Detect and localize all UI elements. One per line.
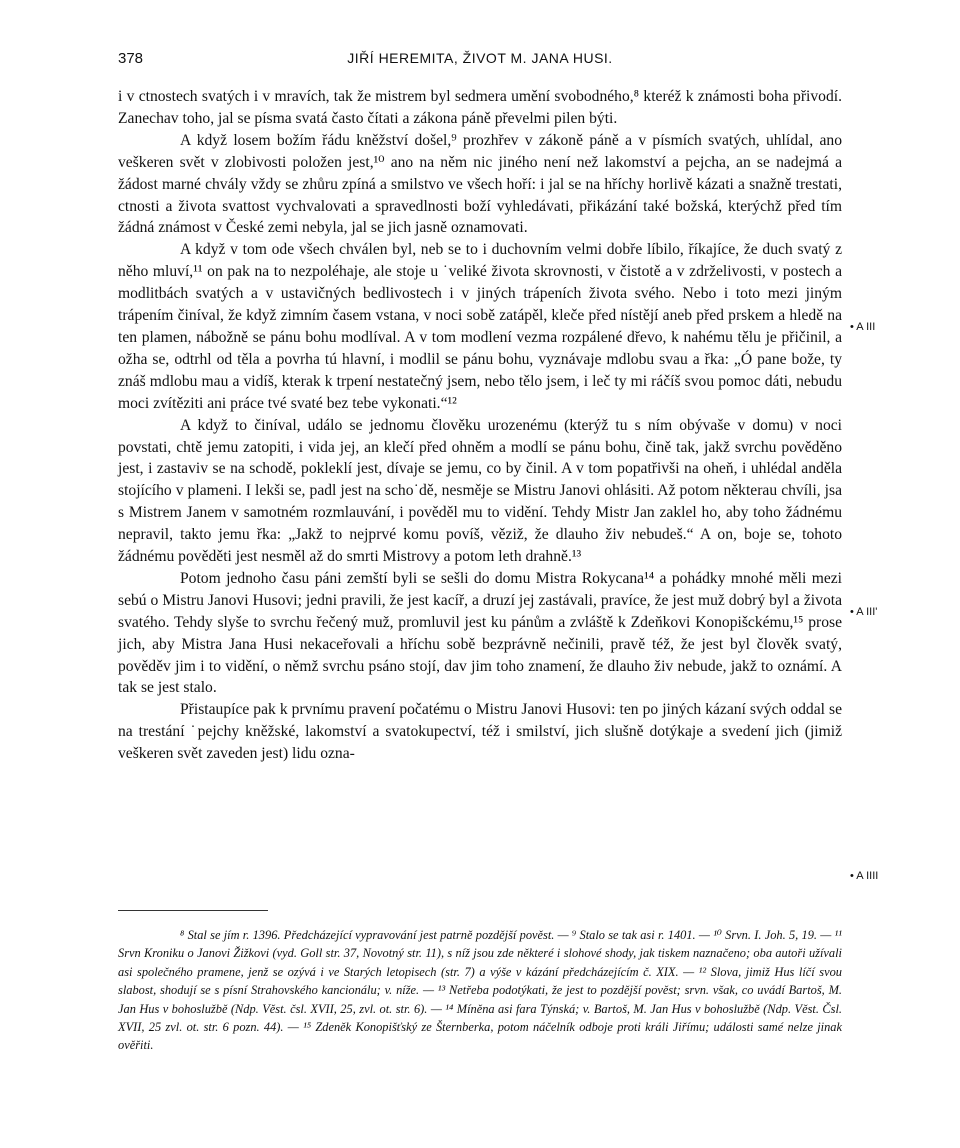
page-number: 378: [118, 50, 144, 67]
footnote-rule: [118, 910, 268, 911]
paragraph: i v ctnostech svatých i v mravích, tak že mistrem byl sedmera umění svobodného,⁸ kteréž k známosti boha přivodí. Zanechav toho, jal se písma svatá často čítati a zákona páně převelmi pilen býti.: [118, 88, 842, 127]
footnote-text: ⁸ Stal se jím r. 1396. Předcházející vypravování jest patrně pozdější pověst. — ⁹ Stalo se tak asi r. 1401. — ¹⁰ Srvn. I. Joh. 5, 19. — ¹¹ Srvn Kroniku o Janovi Žižkovi (vyd. Goll str. 37, Novotný str. 11), s níž jsou zde některé i slohové shody, jak tiskem naznačeno; oba autoři užívali asi společného pramene, jenž se ozývá i ve Starých letopisech (str. 7) a výše v kázání předcházejícím č. XIX. — ¹² Slova, jimiž Hus líčí svou slabost, shodují se s písní Strahovského kancionálu; v. níže. — ¹³ Netřeba podotýkati, že jest to pozdější pověst; srvn. však, co uvádí Bartoš, M. Jan Hus v bohoslužbě (Ndp. Věst. čsl. XVII, 25, zvl. ot. str. 6). — ¹⁴ Míněna asi fara Týnská; v. Bartoš, M. Jan Hus v bohoslužbě (Ndp. Věst. Čsl. XVII, 25 zvl. ot. str. 6 pozn. 44). — ¹⁵ Zdeněk Konopišťský ze Šternberka, potom náčelník odboje proti králi Jiřímu; události samé nelze jinak ověřiti.: [118, 928, 842, 1053]
margin-note: • A III: [850, 321, 876, 333]
footnotes: [118, 926, 842, 1055]
paragraph: A když losem božím řádu kněžství došel,⁹ prozhřev v zákoně páně a v písmích svatých, uhlídal, ano veškeren svět v zlobivosti položen jest,¹⁰ ano na něm nic jiného není než lakomství a pejcha, an se nadejmá a žádost marné chvály vždy se zhůru zpíná a smilstvo ve všech hoří: i jal se na hříchy horlivě kázati a snažně trestati, ctnosti a života svattost vychvalovati a spravedlnosti boží vyhledávati, přikázání také božská, kterýchž před tím žádná známost v České zemi nebyla, jal se jich jasně oznamovati.: [118, 131, 842, 237]
paragraph: Přistaupíce pak k prvnímu pravení počatému o Mistru Janovi Husovi: ten po jiných kázaní svých oddal se na trestání ˙pejchy kněžské, lakomství a svatokupectví, též i smilství, jich slušně dotýkaje a svedení jich (jimiž veškeren svět zaveden jest) lidu ozna-: [118, 701, 842, 763]
margin-note: • A IIII: [850, 870, 879, 882]
page-header: [118, 50, 842, 72]
paragraph: Potom jednoho času páni zemští byli se sešli do domu Mistra Rokycana¹⁴ a pohádky mnohé měli mezi sebú o Mistru Janovi Husovi; jedni pravili, že jest kacíř, a druzí jej zastávali, pravíce, že jest muž dobrý byl a života svatého. Tehdy slyše to svrchu řečený muž, promluvil jest ku pánům a zvláště k Zdeňkovi Konopišckému,¹⁵ prose jich, aby Mistra Jana Husi nekaceřovali a hříchu sobě bezprávně nečinili, pravě též, že jest byl člověk svatý, pověděv jim i to vidění, o němž svrchu psáno stojí, dav jim toho znamení, že dlauho živ nebude, jakž to oznámí. A tak se jest stalo.: [118, 569, 842, 697]
paragraph: A když to činíval, událo se jednomu člověku urozenému (kterýž tu s ním obývaše v domu) v noci povstati, chtě jemu zatopiti, i vida jej, an klečí před ohněm a modlí se pánu bohu, čině tak, jakž svrchu pověděno jest, i zastaviv se na schodě, pokleklí jest, dívaje se jemu, co by činil. A v tom popatřivši na oheň, i uhlédal anděla stojícího v plameni. I lekši se, padl jest na scho˙dě, nesměje se Mistru Janovi ohlásiti. Až potom některau chvíli, jsa s Mistrem Janem v samotném rozmlauvání, i pověděl mu to vidění. Tehdy Mistr Jan zaklel ho, aby toho žádnému nepravil, takto jemu řka: „Jakž to nejprvé komu povíš, věziž, že dlauho živ nebudeš.“ A on, boje se, tohoto žádnému pověděti jest nesměl až do smrti Mistrovy a potom leth drahně.¹³: [118, 416, 842, 566]
paragraph: A když v tom ode všech chválen byl, neb se to i duchovním velmi dobře líbilo, říkajíce, že duch svatý z něho mluví,¹¹ on pak na to nezpoléhaje, ale stoje u ˙veliké života skrovnosti, v čistotě a v zdrželivosti, v postech a modlitbách svatých a v ustavičných bedlivostech i v jiných trápeních života svého. Nebo i toto mezi jiným trápením činíval, že když zimním časem vstana, v noci sobě zatápěl, kleče před nístějí aneb před prskem a hledě na ten plamen, nábožně se pánu bohu modlíval. A v tom modlení vezma rozpálené dřevo, k nahému tělu je přičinil, a ožha se, odtrhl od těla a povrha tú hlavní, i modlil se pánu bohu, vyznávaje mdlobu svau a řka: „Ó pane bože, ty znáš mdlobu mau a vidíš, kterak k trpení nestatečný jsem, nebo tělo jsem, i leč ty mi ráčíš svou pomoc dáti, nebudu moci zvítěziti ani práce tvé svaté bez tebe vykonati.“¹²: [118, 241, 842, 412]
running-head: JIŘÍ HEREMITA, ŽIVOT M. JANA HUSI.: [347, 50, 613, 66]
margin-note: • A III': [850, 606, 878, 618]
body-text: [118, 86, 842, 765]
